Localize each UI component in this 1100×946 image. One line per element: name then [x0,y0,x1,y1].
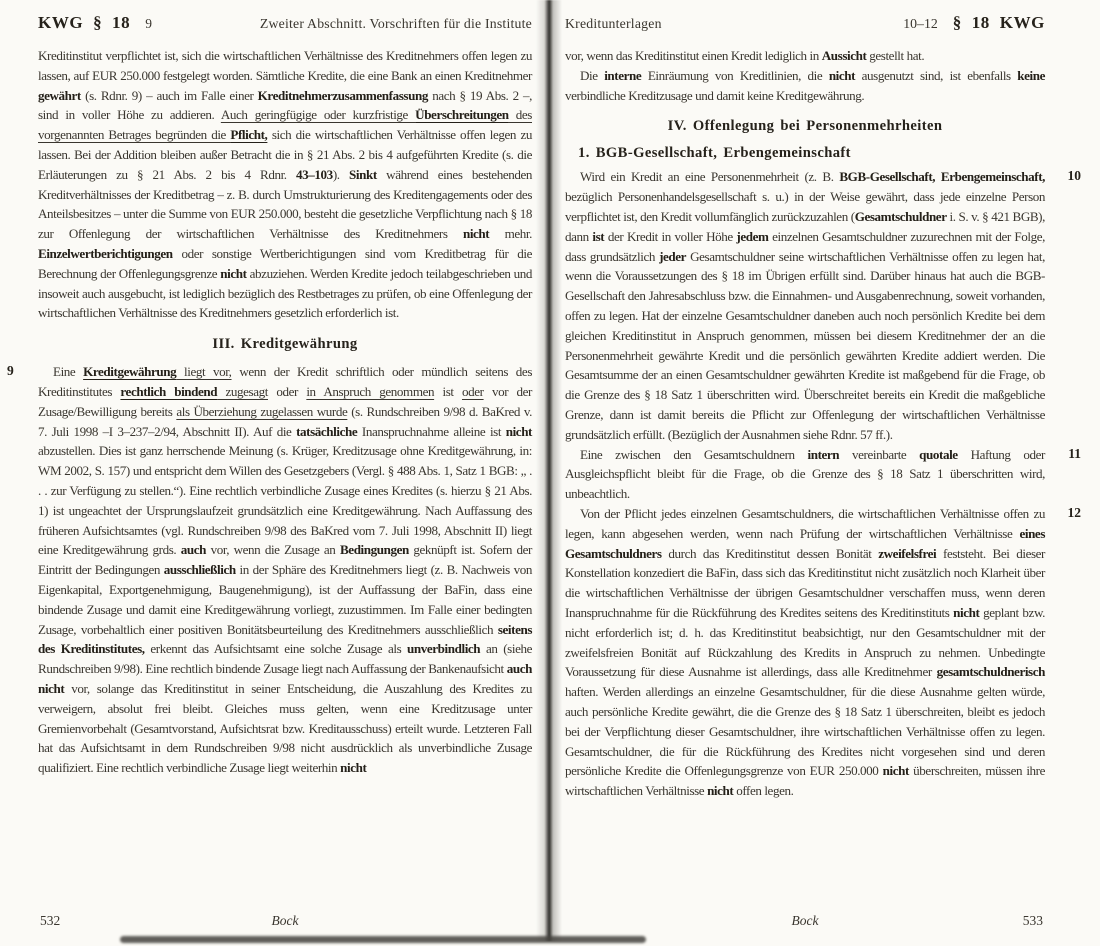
left-page-number: 532 [40,913,61,928]
paragraph-continuation-right: vor, wenn das Kreditinstitut einen Kredit lediglich in Aussicht gestellt hat. [565,48,925,63]
left-page [0,0,545,946]
section-heading-iii: III. Kreditgewährung [212,336,358,353]
paragraph-10-text: Wird ein Kredit an eine Personenmehrheit (z. B. BGB-Gesellschaft, Erbengemeinschaft, bezüglich Personenhandelsgesellschaft s. u.) in der Weise gewährt, dass jede einzelne Person verpflichtet ist, den Kredit vollumfänglich zurückzuzahlen (Gesamtschuldner i. S. v. § 421 BGB), dann ist der Kredit in voller Höhe jedem einzelnen Gesamtschuldner zuzurechnen mit der Folge, dass grundsätzlich jeder Gesamtschuldner seine wirtschaftlichen Verhältnisse offen zu legen hat, wenn die Voraussetzungen des § 18 im Übrigen erfüllt sind. Darüber hinaus hat auch die BGB-Gesellschaft den Jahresabschluss bzw. die Einnahmen- und Ausgabenrechnung, soweit vorhanden, offen zu legen. Hat der einzelne Gesamtschuldner daneben auch noch persönlich Kredite bei dem gleichen Kreditinstitut in Anspruch genommen, müssen bei diesem Kreditnehmer der an die Personenmehrheit gewährte Kredit und die persönlich gewährten Kredite addiert werden. Die Gesamtsumme der an einen Gesamtschuldner gewährten Kredite ist maßgebend für die Frage, ob die Grenze des § 18 Satz 1 überschritten wird. Überschreitet bereits ein Kredit die maßgebliche Grenze, dann ist damit bereits die Pflicht zur Offenlegung der wirtschaftlichen Verhältnisse grundsätzlich erfüllt. (Bezüglich der Ausnahmen siehe Rdnr. 57 ff.). [565,169,1045,442]
subsection-heading-1: 1. BGB-Gesellschaft, Erbengemeinschaft [578,145,851,162]
right-page-number: 533 [1022,913,1043,928]
margin-number-9: 9 [7,363,14,379]
left-footer-editor: Bock [271,913,299,928]
left-page-header [38,13,532,39]
paragraph-continuation-left: Kreditinstitut verpflichtet ist, sich die wirtschaftlichen Verhältnisse des Kreditnehmers offen legen zu lassen, auf EUR 250.000 festgelegt worden. Sämtliche Kredite, die eine Bank an einen Kreditnehmer gewährt (s. Rdnr. 9) – auch im Falle einer Kreditnehmerzusammenfassung nach § 19 Abs. 2 –, sind in voller Höhe zu addieren. Auch geringfügige oder kurzfristige Überschreitungen des vorgenannten Betrages begründen die Pflicht, sich die wirtschaftlichen Verhältnisse offen legen zu lassen. Bei der Addition bleiben außer Betracht die in § 21 Abs. 2 bis 4 aufgeführten Kredite (s. die Erläuterungen zu § 21 Abs. 2 bis 4 Rdnr. 43–103). Sinkt während eines bestehenden Kreditverhältnisses der Kreditbetrag – z. B. durch Umstrukturierung des Kreditengagements oder des Anteilsbesitzes – unter die Summe von EUR 250.000, besteht die gesetzliche Verpflichtung nach § 18 zur Offenlegung der wirtschaftlichen Verhältnisse des Kreditnehmers nicht mehr. Einzelwertberichtigungen oder sonstige Wertberichtigungen sind vom Kreditbetrag für die Berechnung der Offenlegungsgrenze nicht abzuziehen. Werden Kredite jedoch teilabgeschrieben und insoweit auch ausgebucht, ist lediglich bezüglich des Restbetrages zu prüfen, ob eine Offenlegung der wirtschaftlichen Verhältnisse des Kreditnehmers gesetzlich erforderlich ist. [38,48,532,321]
left-header-group [38,13,152,33]
left-header-rdnr: 9 [145,16,152,31]
paragraph-12-text: Von der Pflicht jedes einzelnen Gesamtschuldners, die wirtschaftlichen Verhältnisse offen zu legen, kann abgesehen werden, wenn nach Prüfung der wirtschaftlichen Verhältnisse eines Gesamtschuldners durch das Kreditinstitut dessen Bonität zweifelsfrei feststeht. Bei dieser Konstellation konzediert die BaFin, dass sich das Kreditinstitut nicht zusätzlich noch Klarheit über die wirtschaftlichen Verhältnisse der übrigen Gesamtschuldner verschaffen muss, wenn deren Inanspruchnahme für die Rückführung des Kredites seitens des Kreditinstituts nicht geplant bzw. nicht erforderlich ist; d. h. das Kreditinstitut beabsichtigt, nur den Gesamtschuldner mit der zweifelsfreien Bonität auf Rückzahlung des Kredits in Anspruch zu nehmen. Unbedingte Voraussetzung für diese Ausnahme ist allerdings, dass alle Kreditnehmer gesamtschuldnerisch haften. Werden allerdings an einzelne Gesamtschuldner, für die diese Ausnahme gelten würde, auch persönliche Kredite gewährt, die die Grenze des § 18 Satz 1 überschreiten, bleibt es jedoch bei der Verpflichtung dieser Gesamtschuldner, ihre wirtschaftlichen Verhältnisse offen zu legen. Gesamtschuldner, die für die Rückführung des Kredites nicht vorgesehen sind und deren persönliche Kredite die Offenlegungsgrenze von EUR 250.000 nicht überschreiten, müssen ihre wirtschaftlichen Verhältnisse nicht offen legen. [565,505,1045,799]
paragraph-9-text: Eine Kreditgewährung liegt vor, wenn der Kredit schriftlich oder mündlich seitens des Kreditinstitutes rechtlich bindend zugesagt oder in Anspruch genommen ist oder vor der Zusage/Bewilligung bereits als Überziehung zugelassen wurde (s. Rundschreiben 9/98 d. BaKred v. 7. Juli 1998 –I 3–237–2/94, Abschnitt II). Auf die tatsächliche Inanspruchnahme alleine ist nicht abzustellen. Dies ist ganz herrschende Meinung (s. Krüger, Kreditzusage ohne Kreditgewährung, in: WM 2002, S. 157) und entspricht dem Willen des Gesetzgebers (Vergl. § 488 Abs. 1, Satz 1 BGB: „ . . . zur Verfügung zu stellen.“). Eine rechtlich verbindliche Zusage eines Kredites (s. hierzu § 21 Abs. 1) ist ungeachtet der Ursprungslaufzeit grundsätzlich eine Kreditgewährung. Nach Auffassung des früheren Aufsichtsamtes (vgl. Rundschreiben 9/98 des BaKred vom 7. Juli 1998, Abschnitt II) liegt eine Kreditgewährung grds. auch vor, wenn die Zusage an Bedingungen geknüpft ist. Sofern der Eintritt der Bedingungen ausschließlich in der Sphäre des Kreditnehmers liegt (z. B. Nachweis von Eigenkapital, Exportgenehmigung, Baugenehmigung), ist der Auffassung der BaFin, dass eine bindende Zusage und damit eine Kreditgewährung vorliegt, zuzustimmen. Im Falle einer bedingten Zusage, vorbehaltlich einer positiven Bonitätsbeurteilung des Kreditnehmers ausschließlich seitens des Kreditinstitutes, erkennt das Aufsichtsamt eine solche Zusage als unverbindlich an (siehe Rundschreiben 9/98). Eine rechtlich bindende Zusage liegt nach Auffassung der Bankenaufsicht auch nicht vor, solange das Kreditinstitut in seiner Entscheidung, die Auszahlung des Kredites zu verweigern, absolut frei bleibt. Gleiches muss gelten, wenn eine Kreditzusage unter Gremienvorbehalt (Gesamtvorstand, Aufsichtsrat bzw. Kreditausschuss) erteilt wurde. Letzteren Fall hat das Aufsichtsamt in dem Rundschreiben 9/98 nicht ausdrücklich als unverbindliche Zusage qualifiziert. Eine rechtlich verbindliche Zusage liegt weiterhin nicht [38,364,532,776]
paragraph-interne-kreditlinien: Die interne Einräumung von Kreditlinien, die nicht ausgenutzt sind, ist ebenfalls keine verbindliche Kreditzusage und damit keine Kreditgewährung. [565,67,1046,103]
paragraph-11-text: Eine zwischen den Gesamtschuldnern intern vereinbarte quotale Haftung oder Ausgleichspflicht bleibt für die Frage, ob die Grenze des § 18 Satz 1 überschritten wird, unbeachtlich. [565,446,1045,502]
paragraph-rdnr-12 [565,504,1081,801]
book-spine-shadow [536,0,562,941]
right-header-rdnr-range: 10–12 [903,16,938,31]
margin-number-10: 10 [1067,168,1081,184]
right-header-law-ref: § 18 KWG [952,13,1045,32]
paragraph-rdnr-11 [565,445,1081,504]
section-heading-iv: IV. Offenlegung bei Personenmehrheiten [667,118,943,135]
margin-number-11: 11 [1068,445,1081,461]
left-header-law-ref: KWG § 18 [38,13,131,32]
right-footer-editor: Bock [791,913,819,928]
left-header-chapter-title: Zweiter Abschnitt. Vorschriften für die Institute [259,16,532,31]
scan-bottom-edge-shadow [120,936,646,943]
right-header-group [903,13,1045,33]
paragraph-rdnr-10 [565,167,1081,444]
margin-number-12: 12 [1067,504,1081,520]
right-page-header [565,13,1045,39]
right-page [557,0,1100,946]
paragraph-rdnr-9 [7,362,532,778]
right-header-running-title: Kreditunterlagen [565,16,662,31]
